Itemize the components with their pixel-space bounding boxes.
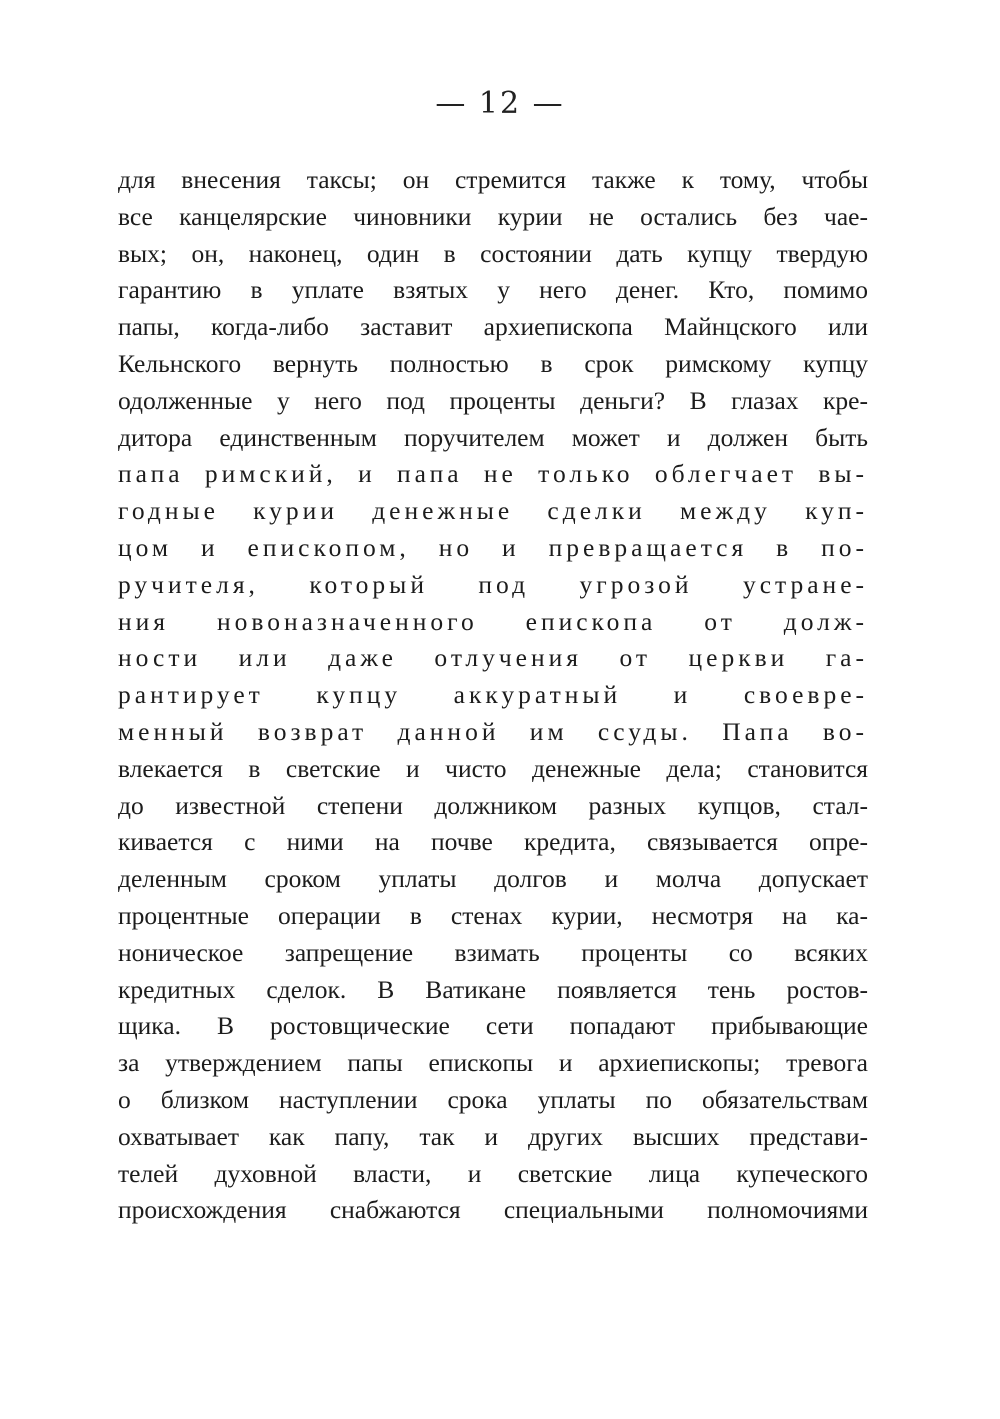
- text-line-spaced: рантирует купцу аккуратный и своевре-: [118, 680, 868, 710]
- body-text: [118, 162, 868, 1229]
- text-line: кивается с ними на почве кредита, связывается опре-: [118, 827, 868, 857]
- text-line: происхождения снабжаются специальными полномочиями: [118, 1195, 868, 1225]
- text-line: кредитных сделок. В Ватикане появляется тень ростов-: [118, 974, 868, 1004]
- text-line: для внесения таксы; он стремится также к тому, чтобы: [118, 165, 868, 194]
- text-line: о близком наступлении срока уплаты по обязательствам: [118, 1084, 868, 1114]
- text-line: вых; он, наконец, один в состоянии дать купцу твердую: [118, 238, 868, 268]
- text-line: телей духовной власти, и светские лица купеческого: [118, 1158, 868, 1188]
- text-line: ноническое запрещение взимать проценты со всяких: [118, 937, 868, 967]
- text-line-spaced: ния новоназначенного епископа от долж-: [118, 606, 868, 636]
- text-line: гарантию в уплате взятых у него денег. Кто, помимо: [118, 275, 868, 305]
- text-line-spaced: ности или даже отлучения от церкви га-: [118, 643, 868, 673]
- text-line: папы, когда-либо заставит архиепископа Майнцского или: [118, 312, 868, 342]
- text-line-spaced: менный возврат данной им ссуды. Папа во-: [118, 716, 868, 746]
- text-line: до известной степени должником разных купцов, стал-: [118, 790, 868, 820]
- page-number: — 12 —: [435, 86, 565, 121]
- text-line: деленным сроком уплаты долгов и молча допускает: [118, 864, 868, 894]
- text-line: за утверждением папы епископы и архиепископы; тревога: [118, 1048, 868, 1078]
- text-line-spaced: папа римский, и папа не только облегчает вы-: [118, 459, 868, 489]
- text-line: охватывает как папу, так и других высших представи-: [118, 1121, 868, 1151]
- text-line: процентные операции в стенах курии, несмотря на ка-: [118, 900, 868, 930]
- text-line-spaced: ручителя, который под угрозой устране-: [118, 569, 868, 599]
- text-line-spaced: цом и епископом, но и превращается в по-: [118, 532, 868, 562]
- text-line: щика. В ростовщические сети попадают прибывающие: [118, 1011, 868, 1041]
- text-line: дитора единственным поручителем может и должен быть: [118, 422, 868, 452]
- text-line: одолженные у него под проценты деньги? В глазах кре-: [118, 385, 868, 415]
- text-line-spaced: годные курии денежные сделки между куп-: [118, 496, 868, 526]
- text-line: влекается в светские и чисто денежные дела; становится: [118, 753, 868, 783]
- text-line: Кельнского вернуть полностью в срок римскому купцу: [118, 348, 868, 378]
- text-line: все канцелярские чиновники курии не остались без чае-: [118, 201, 868, 231]
